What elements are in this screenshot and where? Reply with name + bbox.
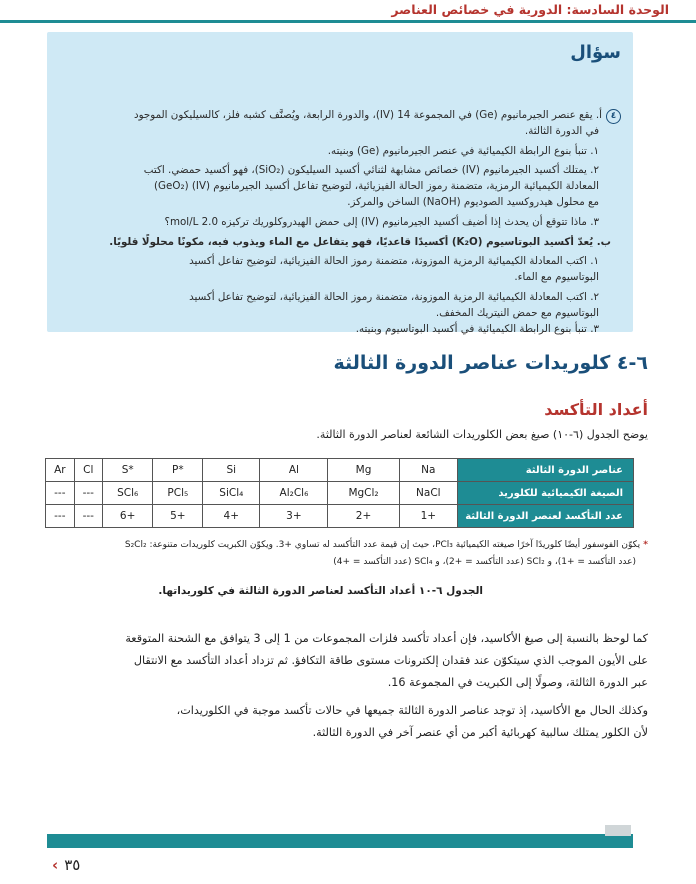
subsection-title: أعداد التأكسد [544,400,648,419]
unit-title: الوحدة السادسة: الدورية في خصائص العناصر [391,2,669,17]
paragraph-line: لأن الكلور يمتلك سالبية كهربائية أكبر من أي عنصر آخر في الدورة الثالثة. [312,726,648,739]
section-title: ٦-٤ كلوريدات عناصر الدورة الثالثة [333,352,648,374]
table-cell: +4 [203,505,260,528]
question-line: المعادلة الكيميائية الرمزية، متضمنة رموز الحالة الفيزيائية، لتوضيح تفاعل أكسيد الجيرمانيوم (IV) (GeO₂) [154,180,599,192]
table-cell: +5 [153,505,203,528]
table-cell: Na [399,459,457,482]
question-line: ١. تنبأ بنوع الرابطة الكيميائية في عنصر الجيرمانيوم (Ge) وبنيته. [327,145,599,157]
header-rule [0,20,696,23]
paragraph-line: كما لوحظ بالنسبة إلى صيغ الأكاسيد، فإن أعداد تأكسد فلزات المجموعات من 1 إلى 3 يتوافق مع الشحنة المتوقعة [125,632,648,645]
page-number: ‹ ٣٥ [52,856,81,874]
intro-text: يوضح الجدول (٦-١٠) صيغ بعض الكلوريدات الشائعة لعناصر الدورة الثالثة. [316,428,648,441]
table-cell: --- [46,482,75,505]
question-line: ١. اكتب المعادلة الكيميائية الرمزية الموزونة، متضمنة رموز الحالة الفيزيائية، لتوضيح تفاعل أكسيد [189,255,599,267]
table-cell: +3 [260,505,328,528]
footer-bar [47,834,633,848]
question-box [47,32,633,335]
table-cell: PCl₅ [153,482,203,505]
table-cell: Mg [328,459,399,482]
table-cell: NaCl [399,482,457,505]
table-cell: *S [102,459,153,482]
table-cell: --- [46,505,75,528]
row-header: عناصر الدورة الثالثة [458,459,634,482]
table-cell: SCl₆ [102,482,153,505]
row-header: عدد التأكسد لعنصر الدورة الثالثة [458,505,634,528]
table-cell: --- [74,505,102,528]
question-line: ٢. يمتلك أكسيد الجيرمانيوم (IV) خصائص مشابهة لثنائي أكسيد السيليكون (SiO₂)، فهو أكسيد حمضي. اكتب [143,164,599,176]
question-heading: سؤال [570,42,621,63]
table-row [46,505,634,528]
paragraph-line: على الأيون الموجب الذي سيتكوّن عند فقدان إلكترونات مستوى طاقة التكافؤ. ثم تزداد أعداد التأكسد مع الانتقال [133,654,648,667]
table-cell: Cl [74,459,102,482]
table-cell: Al [260,459,328,482]
question-line: البوتاسيوم مع حمض النيتريك المخفف. [435,307,599,319]
question-line: ٢. اكتب المعادلة الكيميائية الرمزية الموزونة، متضمنة رموز الحالة الفيزيائية، لتوضيح تفاعل أكسيد [189,291,599,303]
paragraph-line: وكذلك الحال مع الأكاسيد، إذ توجد عناصر الدورة الثالثة جميعها في حالات تأكسد موجبة في الكلوريدات، [176,704,648,717]
table-row [46,459,634,482]
table-row [46,482,634,505]
footer-tab [605,825,631,836]
question-line: ٣. تنبأ بنوع الرابطة الكيميائية في أكسيد البوتاسيوم وبنيته. [355,323,599,335]
table-cell: +2 [328,505,399,528]
table-cell: Ar [46,459,75,482]
question-line: ب. يُعدّ أكسيد البوتاسيوم (K₂O) أكسيدًا قاعديًا، فهو يتفاعل مع الماء ويذوب فيه، مكونًا محلولًا قلويًا. [109,236,611,248]
question-line: البوتاسيوم مع الماء. [514,271,599,283]
page-header [0,0,696,26]
question-line: ٣. ماذا تتوقع أن يحدث إذا أضيف أكسيد الجيرمانيوم (IV) إلى حمض الهيدروكلوريك تركيزه 2.0 mol/L؟ [164,216,599,228]
question-line: ٤أ. يقع عنصر الجيرمانيوم (Ge) في المجموعة 14 (IV)، والدورة الرابعة، ويُصنَّف كشبه فلز، كالسيليكون الموجود [134,108,621,124]
question-line: مع محلول هيدروكسيد الصوديوم (NaOH) الساخن والمركز. [347,196,599,208]
question-number: ٤ [606,109,621,124]
table-cell: +6 [102,505,153,528]
question-line: في الدورة الثالثة. [524,125,599,137]
table-caption: الجدول ٦-١٠ أعداد التأكسد لعناصر الدورة الثالثة في كلوريداتها. [158,585,483,597]
table-cell: Si [203,459,260,482]
table-cell: *P [153,459,203,482]
footnote-line: (عدد التأكسد = +1)، و SCl₂ (عدد التأكسد = +2)، و SCl₄ (عدد التأكسد = +4) [333,557,636,567]
row-header: الصيغة الكيميائية للكلوريد [458,482,634,505]
table-cell: MgCl₂ [328,482,399,505]
footnote-line: * يكوّن الفوسفور أيضًا كلوريدًا آخرًا صيغته الكيميائية PCl₃، حيث إن قيمة عدد التأكسد له تساوي +3. ويكوّن الكبريت كلوريدات متنوعة: S₂Cl₂ [124,540,648,550]
table-cell: SiCl₄ [203,482,260,505]
table-cell: --- [74,482,102,505]
chevron-left-icon[interactable]: ‹ [52,856,59,874]
table-cell: +1 [399,505,457,528]
table-cell: Al₂Cl₆ [260,482,328,505]
oxidation-table [45,458,634,528]
footnote-star: * [640,540,648,550]
paragraph-line: عبر الدورة الثالثة، وصولًا إلى الكبريت في المجموعة 16. [387,676,648,689]
